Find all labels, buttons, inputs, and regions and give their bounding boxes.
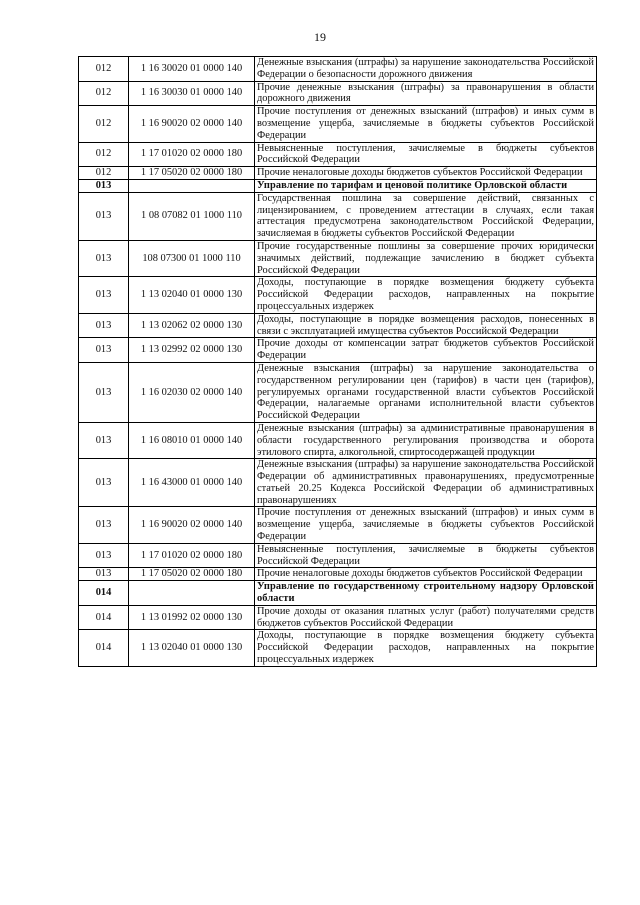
admin-code-cell: 012 xyxy=(79,106,129,142)
table-row xyxy=(79,362,597,422)
budget-classification-code-cell: 1 13 02040 01 0000 130 xyxy=(129,630,255,666)
revenue-description-cell: Прочие неналоговые доходы бюджетов субъектов Российской Федерации xyxy=(255,167,597,180)
revenue-description-cell: Доходы, поступающие в порядке возмещения бюджету субъекта Российской Федерации расходов, направленных на покрытие процессуальных издержек xyxy=(255,277,597,313)
admin-code-cell: 014 xyxy=(79,630,129,666)
revenue-description-cell: Невыясненные поступления, зачисляемые в бюджеты субъектов Российской Федерации xyxy=(255,142,597,167)
admin-code-cell: 013 xyxy=(79,362,129,422)
budget-classification-code-cell: 108 07300 01 1000 110 xyxy=(129,240,255,276)
table-row xyxy=(79,568,597,581)
table-row xyxy=(79,57,597,82)
budget-classification-code-cell: 1 13 02040 01 0000 130 xyxy=(129,277,255,313)
table-row xyxy=(79,81,597,106)
budget-classification-code-cell: 1 16 02030 02 0000 140 xyxy=(129,362,255,422)
revenue-description-cell: Прочие поступления от денежных взысканий (штрафов) и иных сумм в возмещение ущерба, зачисляемые в бюджеты субъектов Российской Федерации xyxy=(255,507,597,543)
table-row xyxy=(79,630,597,666)
admin-code-cell: 012 xyxy=(79,142,129,167)
revenue-description-cell: Доходы, поступающие в порядке возмещения расходов, понесенных в связи с эксплуатацией имущества субъектов Российской Федерации xyxy=(255,313,597,338)
revenue-description-cell: Денежные взыскания (штрафы) за административные правонарушения в области государственного регулирования производства и оборота этилового спирта, алкогольной, спиртосодержащей продукции xyxy=(255,422,597,458)
budget-classification-code-cell: 1 08 07082 01 1000 110 xyxy=(129,192,255,240)
revenue-code-table xyxy=(78,56,597,667)
admin-code-cell: 014 xyxy=(79,605,129,630)
budget-classification-code-cell: 1 13 01992 02 0000 130 xyxy=(129,605,255,630)
budget-classification-code-cell: 1 16 90020 02 0000 140 xyxy=(129,106,255,142)
table-row xyxy=(79,459,597,507)
table-row xyxy=(79,192,597,240)
department-name-cell: Управление по тарифам и ценовой политике Орловской области xyxy=(255,179,597,192)
table-row xyxy=(79,605,597,630)
revenue-description-cell: Прочие неналоговые доходы бюджетов субъектов Российской Федерации xyxy=(255,568,597,581)
admin-code-cell: 012 xyxy=(79,81,129,106)
budget-classification-code-cell: 1 17 01020 02 0000 180 xyxy=(129,142,255,167)
table-row xyxy=(79,167,597,180)
revenue-description-cell: Невыясненные поступления, зачисляемые в бюджеты субъектов Российской Федерации xyxy=(255,543,597,568)
budget-classification-code-cell: 1 17 05020 02 0000 180 xyxy=(129,167,255,180)
admin-code-cell: 013 xyxy=(79,313,129,338)
admin-code-cell: 012 xyxy=(79,57,129,82)
admin-code-cell: 013 xyxy=(79,240,129,276)
admin-code-cell: 013 xyxy=(79,543,129,568)
admin-code-cell: 013 xyxy=(79,277,129,313)
budget-classification-code-cell: 1 13 02062 02 0000 130 xyxy=(129,313,255,338)
section-header-row xyxy=(79,581,597,606)
revenue-description-cell: Денежные взыскания (штрафы) за нарушение законодательства Российской Федерации о безопасности дорожного движения xyxy=(255,57,597,82)
table-row xyxy=(79,543,597,568)
budget-classification-code-cell: 1 16 90020 02 0000 140 xyxy=(129,507,255,543)
budget-classification-code-cell: 1 13 02992 02 0000 130 xyxy=(129,338,255,363)
table-row xyxy=(79,277,597,313)
table-row xyxy=(79,142,597,167)
page-number: 19 xyxy=(314,30,326,44)
revenue-description-cell: Доходы, поступающие в порядке возмещения бюджету субъекта Российской Федерации расходов, направленных на покрытие процессуальных издержек xyxy=(255,630,597,666)
revenue-description-cell: Прочие доходы от компенсации затрат бюджетов субъектов Российской Федерации xyxy=(255,338,597,363)
department-name-cell: Управление по государственному строительному надзору Орловской области xyxy=(255,581,597,606)
budget-classification-code-cell xyxy=(129,179,255,192)
budget-classification-code-cell: 1 16 30030 01 0000 140 xyxy=(129,81,255,106)
admin-code-cell: 014 xyxy=(79,581,129,606)
revenue-description-cell: Прочие денежные взыскания (штрафы) за правонарушения в области дорожного движения xyxy=(255,81,597,106)
admin-code-cell: 013 xyxy=(79,338,129,363)
revenue-description-cell: Государственная пошлина за совершение действий, связанных с лицензированием, с проведением аттестации в случаях, если такая аттестация предусмотрена законодательством Российской Федерации, зачисляемая в бюджеты субъектов Российской Федерации xyxy=(255,192,597,240)
revenue-description-cell: Денежные взыскания (штрафы) за нарушение законодательства Российской Федерации об административных правонарушениях, предусмотренные статьей 20.25 Кодекса Российской Федерации об административных правонарушениях xyxy=(255,459,597,507)
table-row xyxy=(79,338,597,363)
budget-classification-code-cell: 1 16 08010 01 0000 140 xyxy=(129,422,255,458)
budget-classification-code-cell xyxy=(129,581,255,606)
table-body xyxy=(79,57,597,667)
revenue-description-cell: Прочие доходы от оказания платных услуг (работ) получателями средств бюджетов субъектов Российской Федерации xyxy=(255,605,597,630)
budget-classification-code-cell: 1 17 05020 02 0000 180 xyxy=(129,568,255,581)
table-row xyxy=(79,422,597,458)
revenue-description-cell: Прочие поступления от денежных взысканий (штрафов) и иных сумм в возмещение ущерба, зачисляемые в бюджеты субъектов Российской Федерации xyxy=(255,106,597,142)
section-header-row xyxy=(79,179,597,192)
admin-code-cell: 013 xyxy=(79,568,129,581)
admin-code-cell: 013 xyxy=(79,459,129,507)
budget-classification-code-cell: 1 17 01020 02 0000 180 xyxy=(129,543,255,568)
table-row xyxy=(79,240,597,276)
revenue-description-cell: Прочие государственные пошлины за совершение прочих юридически значимых действий, подлежащие зачислению в бюджет субъекта Российской Федерации xyxy=(255,240,597,276)
admin-code-cell: 013 xyxy=(79,507,129,543)
table-row xyxy=(79,106,597,142)
table-row xyxy=(79,507,597,543)
admin-code-cell: 013 xyxy=(79,422,129,458)
admin-code-cell: 013 xyxy=(79,192,129,240)
budget-classification-code-cell: 1 16 30020 01 0000 140 xyxy=(129,57,255,82)
revenue-description-cell: Денежные взыскания (штрафы) за нарушение законодательства о государственном регулировании цен (тарифов) в части цен (тарифов), регулируемых органами государственной власти субъектов Российской Федерации, налагаемые органами исполнительной власти субъектов Российской Федерации xyxy=(255,362,597,422)
admin-code-cell: 013 xyxy=(79,179,129,192)
budget-classification-code-cell: 1 16 43000 01 0000 140 xyxy=(129,459,255,507)
admin-code-cell: 012 xyxy=(79,167,129,180)
table-row xyxy=(79,313,597,338)
